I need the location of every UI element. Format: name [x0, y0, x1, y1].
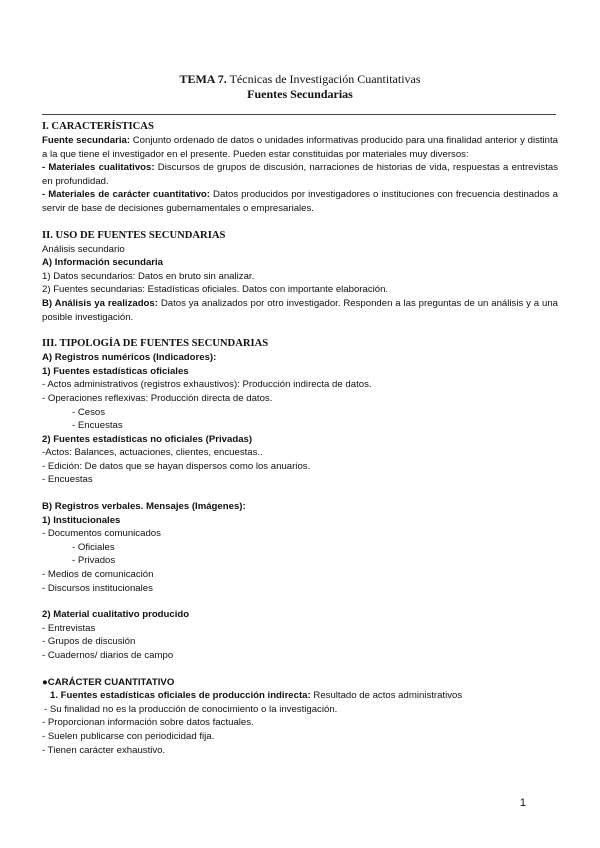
- term-label: 1. Fuentes estadísticas oficiales de producción indirecta:: [50, 690, 311, 702]
- subheading: 1) Institucionales: [42, 514, 121, 526]
- list-item: 2) Fuentes secundarias: Estadísticas oficiales. Datos con importante elaboración.: [42, 284, 389, 296]
- paragraph-fuente-secundaria: [42, 134, 558, 161]
- term-label: - Materiales cualitativos:: [42, 162, 155, 174]
- term-text: Datos producidos por investigadores o instituciones con frecuencia destinados a servir de base de decisiones gubernamentales o empresariales.: [42, 189, 559, 214]
- subheading: B) Registros verbales. Mensajes (Imágenes):: [42, 501, 246, 513]
- title-rest: Técnicas de Investigación Cuantitativas: [226, 72, 421, 86]
- list-item: - Discursos institucionales: [42, 582, 153, 594]
- list-item: - Suelen publicarse con periodicidad fija.: [42, 730, 215, 742]
- subheading: A) Información secundaria: [42, 257, 164, 269]
- list-item: - Operaciones reflexivas: Producción directa de datos.: [42, 392, 273, 404]
- document-subtitle: Fuentes Secundarias: [247, 87, 353, 101]
- list-item: - Proporcionan información sobre datos factuales.: [42, 717, 254, 729]
- list-item: - Privados: [72, 555, 116, 567]
- list-item: - Grupos de discusión: [42, 636, 136, 648]
- term-text: Datos ya analizados por otro investigador. Responden a las preguntas de un análisis y a una posible investigación.: [42, 297, 558, 323]
- list-item: - Edición: De datos que se hayan dispersos como los anuarios.: [42, 460, 311, 472]
- list-item: -Actos: Balances, actuaciones, clientes, encuestas..: [42, 447, 263, 459]
- list-item: - Medios de comunicación: [42, 569, 154, 581]
- document-body: [42, 120, 558, 757]
- list-item: - Entrevistas: [42, 622, 96, 634]
- section-heading-caracter-cuantitativo: ●CARÁCTER CUANTITATIVO: [42, 676, 175, 688]
- document-title: [0, 72, 600, 87]
- section-heading-uso: II. USO DE FUENTES SECUNDARIAS: [42, 229, 226, 241]
- title-bold: TEMA 7.: [179, 72, 227, 86]
- term-text: Resultado de actos administrativos: [310, 690, 463, 702]
- term-text: Conjunto ordenado de datos o unidades informativas producido para una finalidad anterior y distinta a la que tiene el investigador en el presente. Pueden estar constituidas por materiales muy diversos:: [42, 135, 559, 160]
- subheading: 2) Fuentes estadísticas no oficiales (Privadas): [42, 433, 253, 445]
- paragraph-analisis-realizados: [42, 297, 558, 324]
- list-item: - Cesos: [72, 406, 106, 418]
- page-number: 1: [519, 797, 526, 809]
- term-label: Fuente secundaria:: [42, 135, 131, 146]
- list-item: - Documentos comunicados: [42, 528, 161, 540]
- list-item: - Tienen carácter exhaustivo.: [42, 744, 166, 756]
- subheading: 2) Material cualitativo producido: [42, 609, 190, 621]
- term-label: B) Análisis ya realizados:: [42, 297, 158, 309]
- section-heading-tipologia: III. TIPOLOGÍA DE FUENTES SECUNDARIAS: [42, 338, 269, 350]
- list-item: - Oficiales: [72, 541, 115, 553]
- list-item: - Cuadernos/ diarios de campo: [42, 650, 174, 661]
- term-label: - Materiales de carácter cuantitativo:: [42, 189, 210, 201]
- header-divider: [42, 114, 556, 115]
- document-header: [0, 72, 600, 102]
- paragraph-materiales-cualitativos: [42, 161, 558, 188]
- subheading: A) Registros numéricos (Indicadores):: [42, 352, 217, 364]
- list-item: - Su finalidad no es la producción de conocimiento o la investigación.: [44, 703, 338, 715]
- list-item: - Encuestas: [42, 474, 93, 486]
- term-text: Discursos de grupos de discusión, narraciones de historias de vida, respuestas a entrevistas en profundidad.: [42, 162, 558, 187]
- paragraph-materiales-cuantitativos: [42, 188, 558, 215]
- numbered-item: [42, 689, 558, 703]
- list-item: 1) Datos secundarios: Datos en bruto sin analizar.: [42, 270, 255, 282]
- section-heading-caracteristicas: I. CARACTERÍSTICAS: [42, 121, 154, 132]
- text-line: Análisis secundario: [42, 243, 125, 255]
- list-item: - Encuestas: [72, 420, 123, 432]
- list-item: - Actos administrativos (registros exhaustivos): Producción indirecta de datos.: [42, 379, 372, 391]
- subheading: 1) Fuentes estadísticas oficiales: [42, 365, 189, 377]
